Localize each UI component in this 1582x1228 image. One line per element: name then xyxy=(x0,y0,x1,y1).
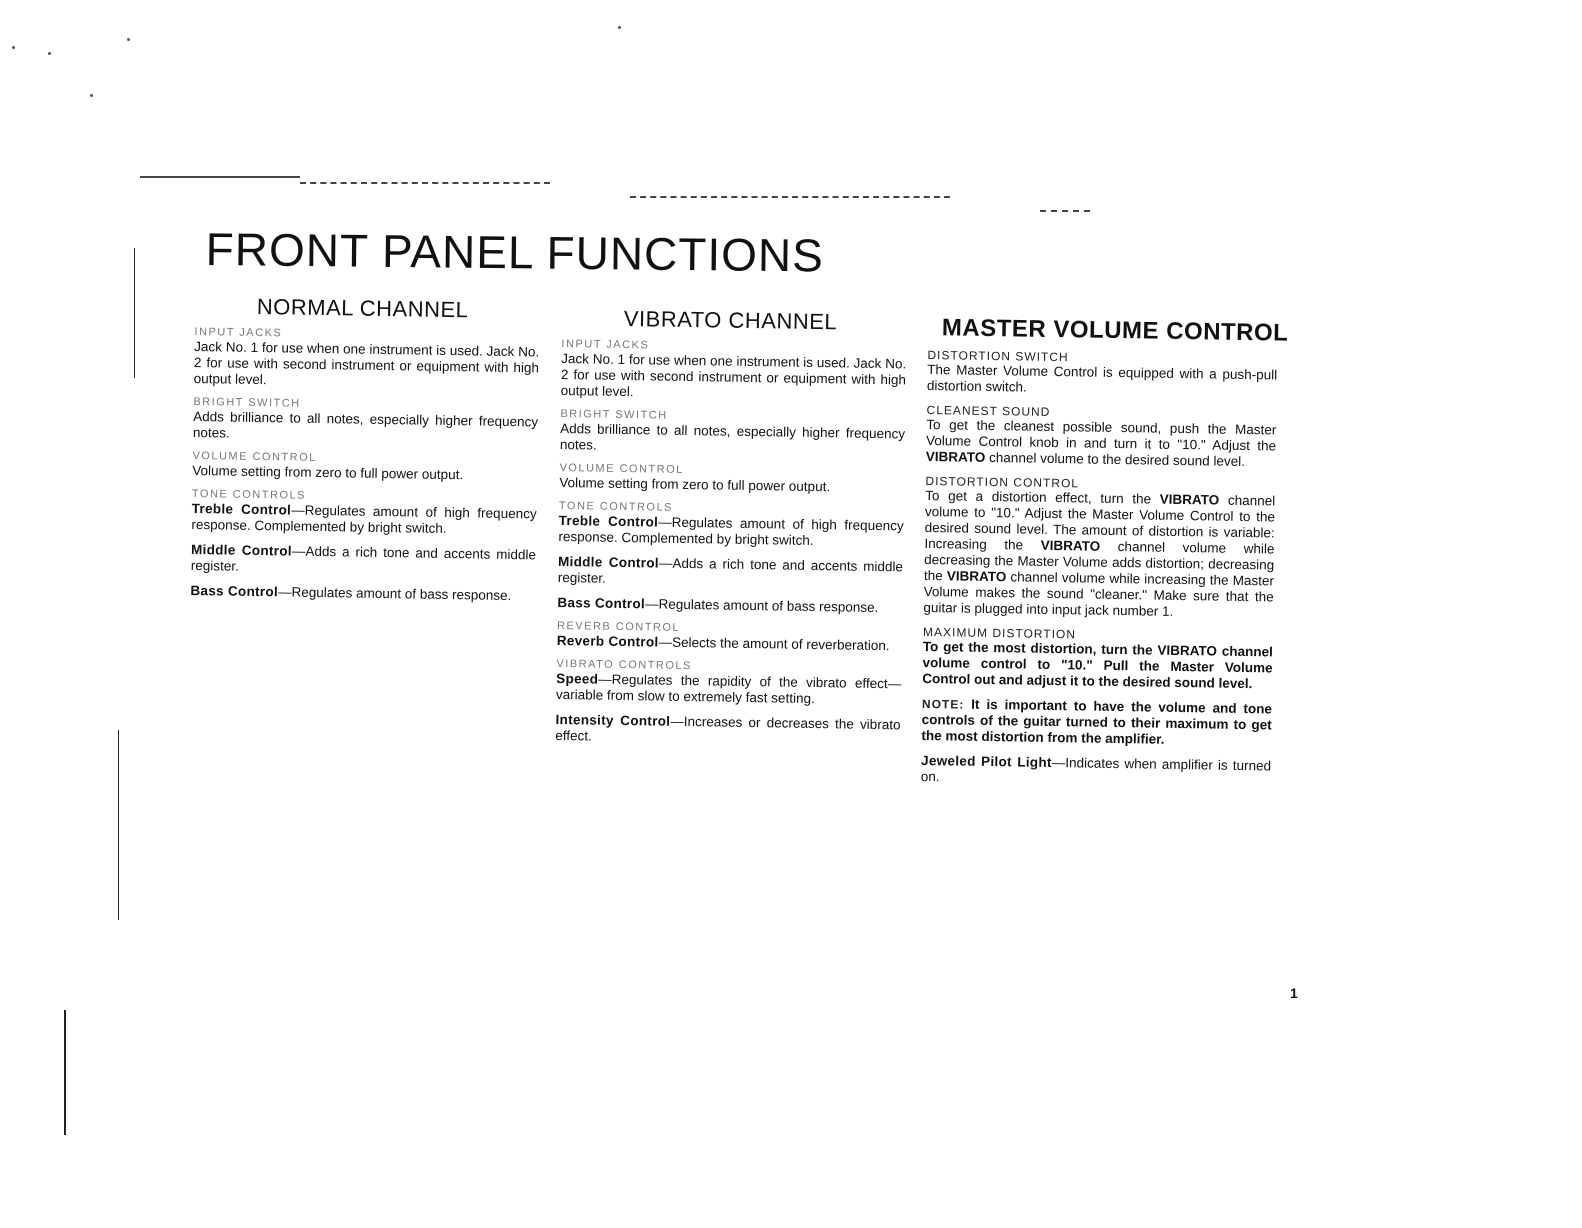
pilot-light-term: Jeweled Pilot Light xyxy=(920,752,1052,770)
vibrato-reverb-label: REVERB CONTROL xyxy=(556,619,681,634)
distortion-text-c: channel volume to "10." Adjust the Master Volume Control to the desired sound level. The amount of distortion is variable: Increasing the xyxy=(924,492,1276,553)
vibrato-treble-control xyxy=(558,513,903,550)
normal-channel-heading: NORMAL CHANNEL xyxy=(256,293,469,323)
vibrato-bright-switch-label: BRIGHT SWITCH xyxy=(560,407,668,422)
note-body: It is important to have the volume and tone controls of the guitar turned to their maximum to get the most distortion from the amplifier. xyxy=(921,696,1273,747)
vibrato-volume-control-text: Volume setting from zero to full power output. xyxy=(559,474,831,495)
vibrato-bright-switch-text: Adds brilliance to all notes, especially higher frequency notes. xyxy=(559,420,906,453)
vibrato-speed-control xyxy=(556,671,901,708)
vibrato-input-jacks-text: Jack No. 1 for use when one instrument is used. Jack No. 2 for use with second instrument or equipment with high output level. xyxy=(560,350,907,400)
normal-input-jacks-text: Jack No. 1 for use when one instrument is used. Jack No. 2 for use with second instrument or equipment with high output level. xyxy=(193,338,540,388)
normal-tone-controls-label: TONE CONTROLS xyxy=(191,487,307,502)
vibrato-volume-control-label: VOLUME CONTROL xyxy=(559,461,684,476)
vibrato-bass-control xyxy=(557,595,902,616)
scan-speck xyxy=(618,26,621,29)
pilot-light-text: —Indicates when amplifier is turned on. xyxy=(920,754,1272,785)
distortion-text-g: channel volume while increasing the Master Volume makes the sound "cleaner." Make sure that the guitar is plugged into input jack number 1. xyxy=(923,569,1275,619)
vibrato-speed-term: Speed xyxy=(556,670,599,687)
vibrato-channel-column xyxy=(555,305,907,758)
normal-middle-text: —Adds a rich tone and accents middle register. xyxy=(190,543,537,574)
margin-rule xyxy=(134,248,135,378)
normal-bright-switch-text: Adds brilliance to all notes, especially higher frequency notes. xyxy=(192,408,539,441)
normal-bass-control xyxy=(190,583,535,604)
cleanest-sound-label: CLEANEST SOUND xyxy=(926,402,1051,419)
master-volume-heading: MASTER VOLUME CONTROL xyxy=(941,314,1289,347)
scan-rule xyxy=(300,182,550,184)
vibrato-middle-text: —Adds a rich tone and accents middle register. xyxy=(557,555,904,586)
normal-input-jacks-label: INPUT JACKS xyxy=(194,325,283,340)
scan-speck xyxy=(127,38,130,41)
distortion-switch-text: The Master Volume Control is equipped with a push-pull distortion switch. xyxy=(926,361,1278,395)
normal-treble-control xyxy=(191,501,536,538)
maximum-text-a: To get the most distortion, turn the xyxy=(922,638,1158,658)
margin-rule xyxy=(64,1010,66,1135)
cleanest-text-c: channel volume to the desired sound level. xyxy=(985,449,1246,469)
distortion-vibrato-2: VIBRATO xyxy=(1040,537,1101,554)
vibrato-middle-term: Middle Control xyxy=(557,553,660,571)
maximum-text-c: channel volume control to "10." Pull the Master Volume Control out and adjust it to the desired sound level. xyxy=(922,643,1273,692)
scan-rule xyxy=(630,196,950,198)
normal-volume-control-label: VOLUME CONTROL xyxy=(192,449,317,464)
vibrato-bass-text: —Regulates amount of bass response. xyxy=(644,596,879,616)
cleanest-sound-text xyxy=(926,417,1277,470)
distortion-text-e: channel volume while decreasing the Master Volume adds distortion; decreasing the xyxy=(923,538,1275,584)
master-volume-column xyxy=(920,314,1289,799)
pilot-light xyxy=(921,753,1271,790)
distortion-text-a: To get a distortion effect, turn the xyxy=(925,487,1160,507)
vibrato-input-jacks-label: INPUT JACKS xyxy=(561,337,650,352)
note-text xyxy=(921,696,1272,749)
normal-treble-text: —Regulates amount of high frequency response. Complemented by bright switch. xyxy=(191,502,537,536)
vibrato-intensity-term: Intensity Control xyxy=(555,711,671,729)
note-label: NOTE: xyxy=(921,696,965,712)
maximum-distortion-label: MAXIMUM DISTORTION xyxy=(922,624,1077,642)
vibrato-reverb-text: —Selects the amount of reverberation. xyxy=(658,634,890,654)
scan-speck xyxy=(90,94,93,97)
scan-rule xyxy=(1040,210,1090,212)
margin-rule xyxy=(118,730,119,920)
normal-treble-term: Treble Control xyxy=(191,500,292,518)
vibrato-tone-controls-label: TONE CONTROLS xyxy=(558,499,674,514)
vibrato-intensity-text: —Increases or decreases the vibrato effect. xyxy=(555,713,901,744)
page-number: 1 xyxy=(1290,985,1298,1001)
normal-bass-term: Bass Control xyxy=(190,582,279,600)
distortion-vibrato-1: VIBRATO xyxy=(1159,491,1220,508)
vibrato-controls-label: VIBRATO CONTROLS xyxy=(556,657,692,673)
vibrato-middle-control xyxy=(558,554,903,591)
scan-speck xyxy=(48,52,51,55)
normal-channel-column xyxy=(190,293,540,613)
cleanest-text-a: To get the cleanest possible sound, push the Master Volume Control knob in and turn it to "10." Adjust the xyxy=(925,416,1277,454)
vibrato-channel-heading: VIBRATO CHANNEL xyxy=(623,305,838,335)
vibrato-treble-text: —Regulates amount of high frequency response. Complemented by bright switch. xyxy=(558,514,904,548)
page-title: FRONT PANEL FUNCTIONS xyxy=(205,222,825,282)
maximum-vibrato: VIBRATO xyxy=(1157,642,1218,659)
scan-speck xyxy=(12,46,15,49)
normal-bright-switch-label: BRIGHT SWITCH xyxy=(193,395,301,410)
vibrato-treble-term: Treble Control xyxy=(558,512,659,530)
normal-volume-control-text: Volume setting from zero to full power output. xyxy=(192,462,464,483)
distortion-switch-label: DISTORTION SWITCH xyxy=(927,347,1069,365)
distortion-control-text xyxy=(923,488,1275,621)
normal-bass-text: —Regulates amount of bass response. xyxy=(277,584,512,604)
vibrato-bass-term: Bass Control xyxy=(557,594,646,612)
scan-rule xyxy=(140,176,300,178)
normal-middle-control xyxy=(191,542,536,579)
cleanest-vibrato: VIBRATO xyxy=(925,448,986,465)
maximum-distortion-text xyxy=(922,639,1273,692)
vibrato-intensity-control xyxy=(555,712,900,749)
distortion-vibrato-3: VIBRATO xyxy=(946,568,1007,585)
distortion-control-label: DISTORTION CONTROL xyxy=(925,473,1080,491)
vibrato-reverb-term: Reverb Control xyxy=(556,632,659,650)
normal-middle-term: Middle Control xyxy=(190,541,293,559)
vibrato-speed-text: —Regulates the rapidity of the vibrato effect—variable from slow to extremely fast setting. xyxy=(555,671,902,707)
